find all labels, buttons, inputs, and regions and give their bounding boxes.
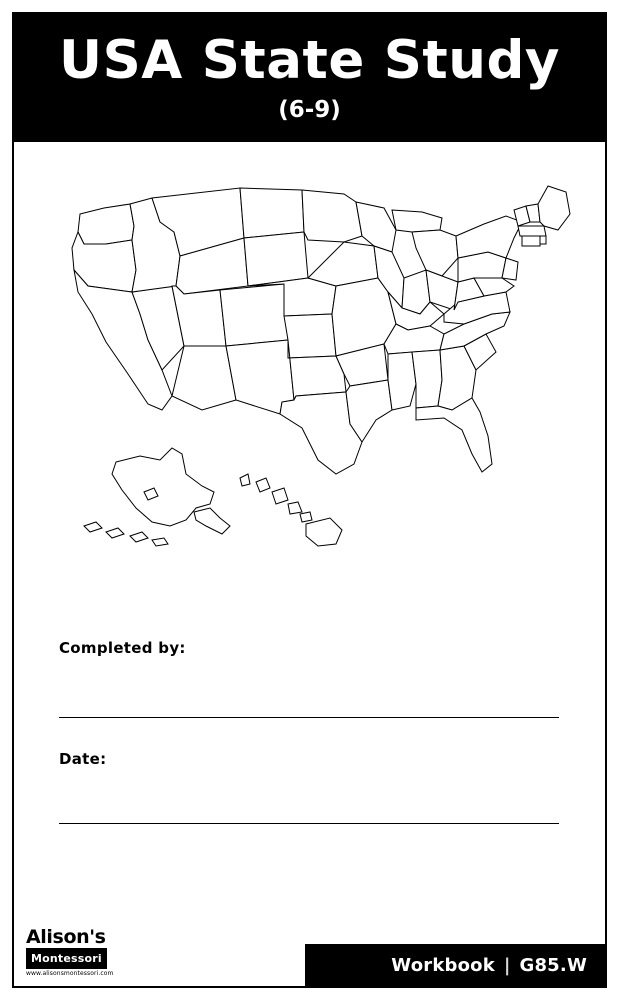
united-states-outline-map [44,174,574,574]
page-subtitle: (6-9) [278,97,341,123]
date-label: Date: [59,750,107,768]
map-hawaii [240,474,342,546]
completed-by-writing-line[interactable] [59,717,559,718]
date-writing-line[interactable] [59,823,559,824]
workbook-label: Workbook [391,954,495,976]
brand-tagline-badge [26,948,107,969]
brand-url[interactable]: www.alisonsmontessori.com [26,970,114,978]
workbook-separator: | [503,954,511,976]
page-title: USA State Study [59,30,560,91]
worksheet-border [12,12,607,988]
map-svg [44,174,574,574]
brand-tagline: Montessori [31,952,102,966]
completed-by-field [59,639,559,658]
workbook-code-bar [305,944,605,986]
completed-by-label: Completed by: [59,639,186,657]
brand-logo[interactable] [26,928,151,978]
map-contiguous-states [72,186,570,474]
brand-name: Alison's [26,926,106,949]
title-banner [14,14,605,142]
date-field [59,750,559,769]
workbook-code: G85.W [519,954,587,976]
footer [14,926,605,986]
map-alaska [84,448,230,546]
